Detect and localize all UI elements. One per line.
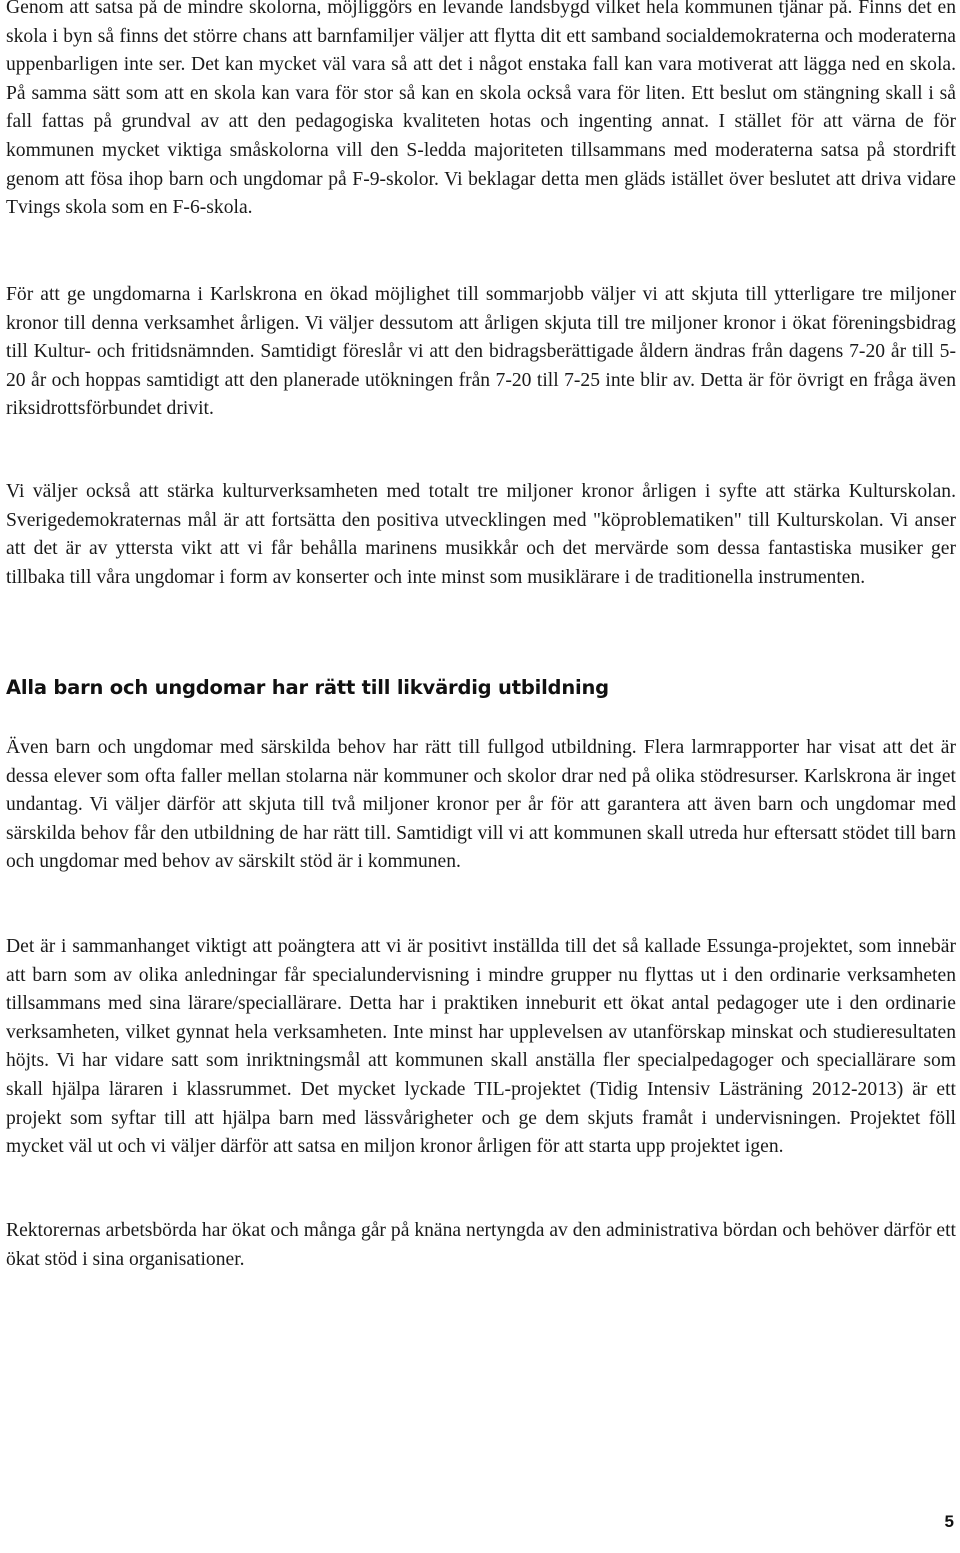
page-number: 5 [944, 1512, 954, 1531]
section-heading: Alla barn och ungdomar har rätt till likvärdig utbildning [6, 676, 609, 699]
paragraph-special-needs: Även barn och ungdomar med särskilda behov har rätt till fullgod utbildning. Flera larmrapporter har visat att det är dessa elever som ofta faller mellan stolarna när kommuner och skolor drar ned på olika stödresurser. Karlskrona är inget undantag. Vi väljer därför att skjuta till två miljoner kronor per år för att garantera att även barn och ungdomar med särskilda behov får den utbildning de har rätt till. Samtidigt vill vi att kommunen skall utreda hur eftersatt stödet till barn och ungdomar med behov av särskilt stöd är i kommunen. [6, 737, 956, 873]
paragraph-principals: Rektorernas arbetsbörda har ökat och många går på knäna nertyngda av den administrativa bördan och behöver därför ett ökat stöd i sina organisationer. [6, 1220, 956, 1270]
paragraph-summer-jobs: För att ge ungdomarna i Karlskrona en ökad möjlighet till sommarjobb väljer vi att skjuta till ytterligare tre miljoner kronor till denna verksamhet årligen. Vi väljer dessutom att årligen skjuta till tre miljoner kronor i ökat föreningsbidrag till Kultur- och fritidsnämnden. Samtidigt föreslår vi att den bidragsberättigade åldern ändras från dagens 7-20 år till 5-20 år och hoppas samtidigt att den planerade utökningen från 7-20 till 7-25 inte blir av. Detta är för övrigt en fråga även riksidrottsförbundet drivit. [6, 284, 956, 420]
paragraph-essunga-project: Det är i sammanhanget viktigt att poängtera att vi är positivt inställda till det så kallade Essunga-projektet, som innebär att barn som av olika anledningar får specialundervisning i mindre grupper nu flyttas ut i den ordinarie verksamheten tillsammans med sina lärare/speciallärare. Detta har i praktiken inneburit ett ökat antal pedagoger ute i den ordinarie verksamheten, vilket gynnat hela verksamheten. Inte minst har upplevelsen av utanförskap minskat och studieresultaten höjts. Vi har vidare satt som inriktningsmål att kommunen skall anställa fler specialpedagoger och speciallärare som skall hjälpa läraren i klassrummet. Det mycket lyckade TIL-projektet (Tidig Intensiv Lästräning 2012-2013) är ett projekt som syftar till att hjälpa barn med lässvårigheter och ge dem skjuts framåt i undervisningen. Projektet föll mycket väl ut och vi väljer därför att satsa en miljon kronor årligen för att starta upp projektet igen. [6, 936, 956, 1158]
paragraph-culture-school: Vi väljer också att stärka kulturverksamheten med totalt tre miljoner kronor årligen i syfte att stärka Kulturskolan. Sverigedemokraternas mål är att fortsätta den positiva utvecklingen med "köproblematiken" till Kulturskolan. Vi anser att det är av yttersta vikt att vi får behålla marinens musikkår och det mervärde som dessa fantastiska musiker ger tillbaka till våra ungdomar i form av konserter och inte minst som musiklärare i de traditionella instrumenten. [6, 481, 956, 588]
paragraph-small-schools: Genom att satsa på de mindre skolorna, möjliggörs en levande landsbygd vilket hela kommunen tjänar på. Finns det en skola i byn så finns det större chans att barnfamiljer väljer att flytta dit ett samband socialdemokraterna och moderaterna uppenbarligen inte ser. Det kan mycket väl vara så att det i något enstaka fall kan vara motiverat att lägga ned en skola. På samma sätt som att en skola kan vara för stor så kan en skola också vara för liten. Ett beslut om stängning skall i så fall fattas på grundval av att den pedagogiska kvaliteten hotas och ingenting annat. I stället för att värna de för kommunen mycket viktiga småskolorna vill den S-ledda majoriteten tillsammans med moderaterna satsa på stordrift genom att fösa ihop barn och ungdomar på F-9-skolor. Vi beklagar detta men gläds istället över beslutet att driva vidare Tvings skola som en F-6-skola. [6, 0, 956, 219]
